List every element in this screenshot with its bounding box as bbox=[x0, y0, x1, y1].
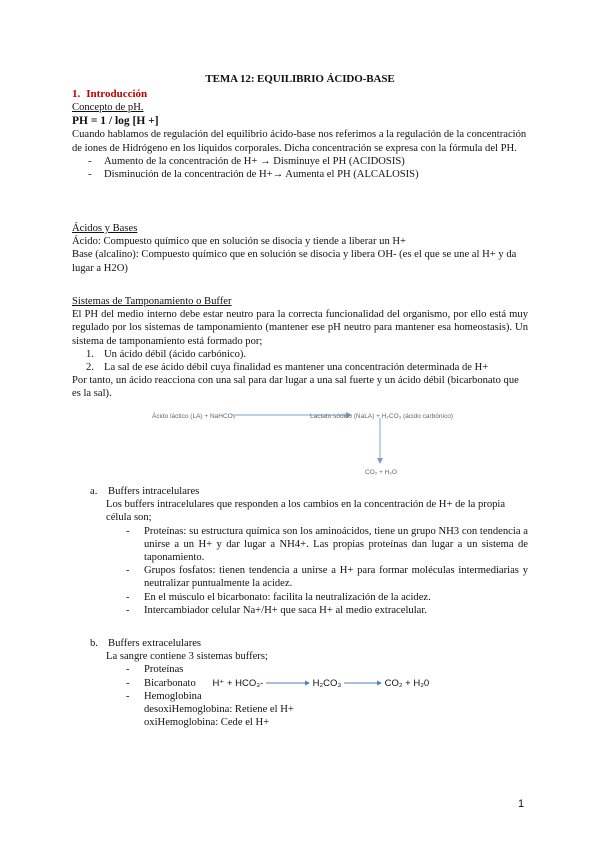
ph-item-alcalosis: - Disminución de la concentración de H+→ Aumenta el PH (ALCALOSIS) bbox=[72, 168, 528, 181]
intracellular-proteins: - Proteínas: su estructura química son los aminoácidos, tiene un grupo NH3 con tendencia a unirse a un H+ y dar lugar a NH4+. Las propias proteínas dan lugar a un sistema de taponamiento. bbox=[124, 525, 528, 565]
bicarb-eq-part3: CO₂ + H₂0 bbox=[384, 677, 430, 689]
intracellular-title: Buffers intracelulares bbox=[108, 486, 200, 497]
section-heading bbox=[72, 88, 147, 101]
buffer-heading: Sistemas de Tamponamiento o Buffer bbox=[72, 296, 232, 307]
deoxyhemoglobin: desoxiHemoglobina: Retiene el H+ bbox=[144, 704, 294, 716]
diagram-left-label: Ácido láctico (LA) + NaHCO₃ bbox=[152, 413, 236, 420]
diagram-arrow-down bbox=[376, 418, 384, 464]
page-number: 1 bbox=[518, 798, 525, 810]
intracellular-label: a. bbox=[90, 486, 98, 497]
bicarb-arrow-2 bbox=[344, 680, 382, 686]
buffer-paragraph: El PH del medio interno debe estar neutro para la correcta funcionalidad del organismo, por ello está muy regulado por los sistemas de tamponamiento (mantener ese pH neutro para mantener esa homeostasis). Un sistema de tamponamiento está formado por; bbox=[72, 309, 528, 347]
acids-section bbox=[72, 222, 528, 275]
intracellular-exchanger: - Intercambiador celular Na+/H+ que saca H+ al medio extracelular. bbox=[124, 604, 528, 617]
extracellular-hemoglobin: - Hemoglobina desoxiHemoglobina: Retiene el H+ oxiHemoglobina: Cede el H+ bbox=[124, 690, 528, 730]
reaction-diagram bbox=[150, 408, 460, 478]
extracellular-bicarbonate: - Bicarbonato H⁺ + HCO₃- H₂CO₃ CO₂ + H₂0 bbox=[124, 677, 528, 690]
diagram-right-label: Lactato sódico (NaLA) + H₂CO₃ (ácido carbónico) bbox=[310, 413, 453, 420]
document-title: TEMA 12: EQUILIBRIO ÁCIDO-BASE bbox=[205, 73, 395, 85]
section-number: 1. bbox=[72, 88, 81, 100]
oxyhemoglobin: oxiHemoglobina: Cede el H+ bbox=[144, 717, 270, 729]
bicarb-eq-part2: H₂CO₃ bbox=[312, 677, 342, 689]
extracellular-intro: La sangre contiene 3 sistemas buffers; bbox=[106, 651, 268, 663]
ph-formula: PH = 1 / log [H +] bbox=[72, 115, 159, 128]
buffer-component-item: 1. Un ácido débil (ácido carbónico). bbox=[86, 348, 247, 360]
ph-paragraph: Cuando hablamos de regulación del equilibrio ácido-base nos referimos a la regulación de la concentración de iones de Hidrógeno en los líquidos corporales. Dicha concentración se expresa con la fórmula del PH. bbox=[72, 129, 527, 154]
intracellular-list bbox=[124, 525, 528, 617]
extracellular-item bbox=[72, 637, 528, 729]
extracellular-title: Buffers extracelulares bbox=[108, 638, 202, 649]
diagram-bottom-label: CO₂ + H₂O bbox=[365, 469, 397, 476]
ph-list bbox=[72, 155, 528, 181]
buffer-components-list bbox=[72, 348, 528, 374]
extracellular-list bbox=[124, 663, 528, 729]
intracellular-intro: Los buffers intracelulares que responden a los cambios en la concentración de H+ de la propia célula son; bbox=[106, 499, 506, 524]
bicarb-arrow-1 bbox=[266, 680, 310, 686]
intracellular-item bbox=[72, 485, 528, 617]
intracellular-phosphates: - Grupos fosfatos: tienen tendencia a unirse a H+ para formar moléculas intermediarias y neutralizar puntualmente la acidez. bbox=[124, 564, 528, 590]
ph-item-acidosis: - Aumento de la concentración de H+ → Disminuye el PH (ACIDOSIS) bbox=[72, 155, 528, 168]
bicarb-eq-part1: H⁺ + HCO₃- bbox=[212, 677, 264, 689]
acid-definition: Ácido: Compuesto químico que en solución se disocia y tiende a liberar un H+ bbox=[72, 236, 407, 248]
intracellular-muscle: - En el músculo el bicarbonato: facilita la neutralización de la acidez. bbox=[124, 591, 528, 604]
extracellular-proteins: - Proteínas bbox=[124, 663, 528, 676]
ph-section bbox=[72, 101, 528, 181]
section-title: Introducción bbox=[86, 88, 148, 100]
intracellular-section bbox=[72, 485, 528, 617]
base-definition: Base (alcalino): Compuesto químico que en solución se disocia y libera OH- (es el que se une al H+ y da lugar a H2O) bbox=[72, 249, 517, 274]
extracellular-section bbox=[72, 637, 528, 729]
buffer-conclusion: Por tanto, un ácido reacciona con una sal para dar lugar a una sal fuerte y un ácido débil (bicarbonato que es la sal). bbox=[72, 375, 519, 400]
acids-heading: Ácidos y Bases bbox=[72, 223, 138, 234]
buffer-component-item: 2. La sal de ese ácido débil cuya finalidad es mantener una concentración determinada de H+ bbox=[86, 362, 489, 374]
extracellular-label: b. bbox=[90, 638, 98, 649]
buffer-section bbox=[72, 295, 528, 401]
ph-heading: Concepto de pH. bbox=[72, 102, 144, 113]
